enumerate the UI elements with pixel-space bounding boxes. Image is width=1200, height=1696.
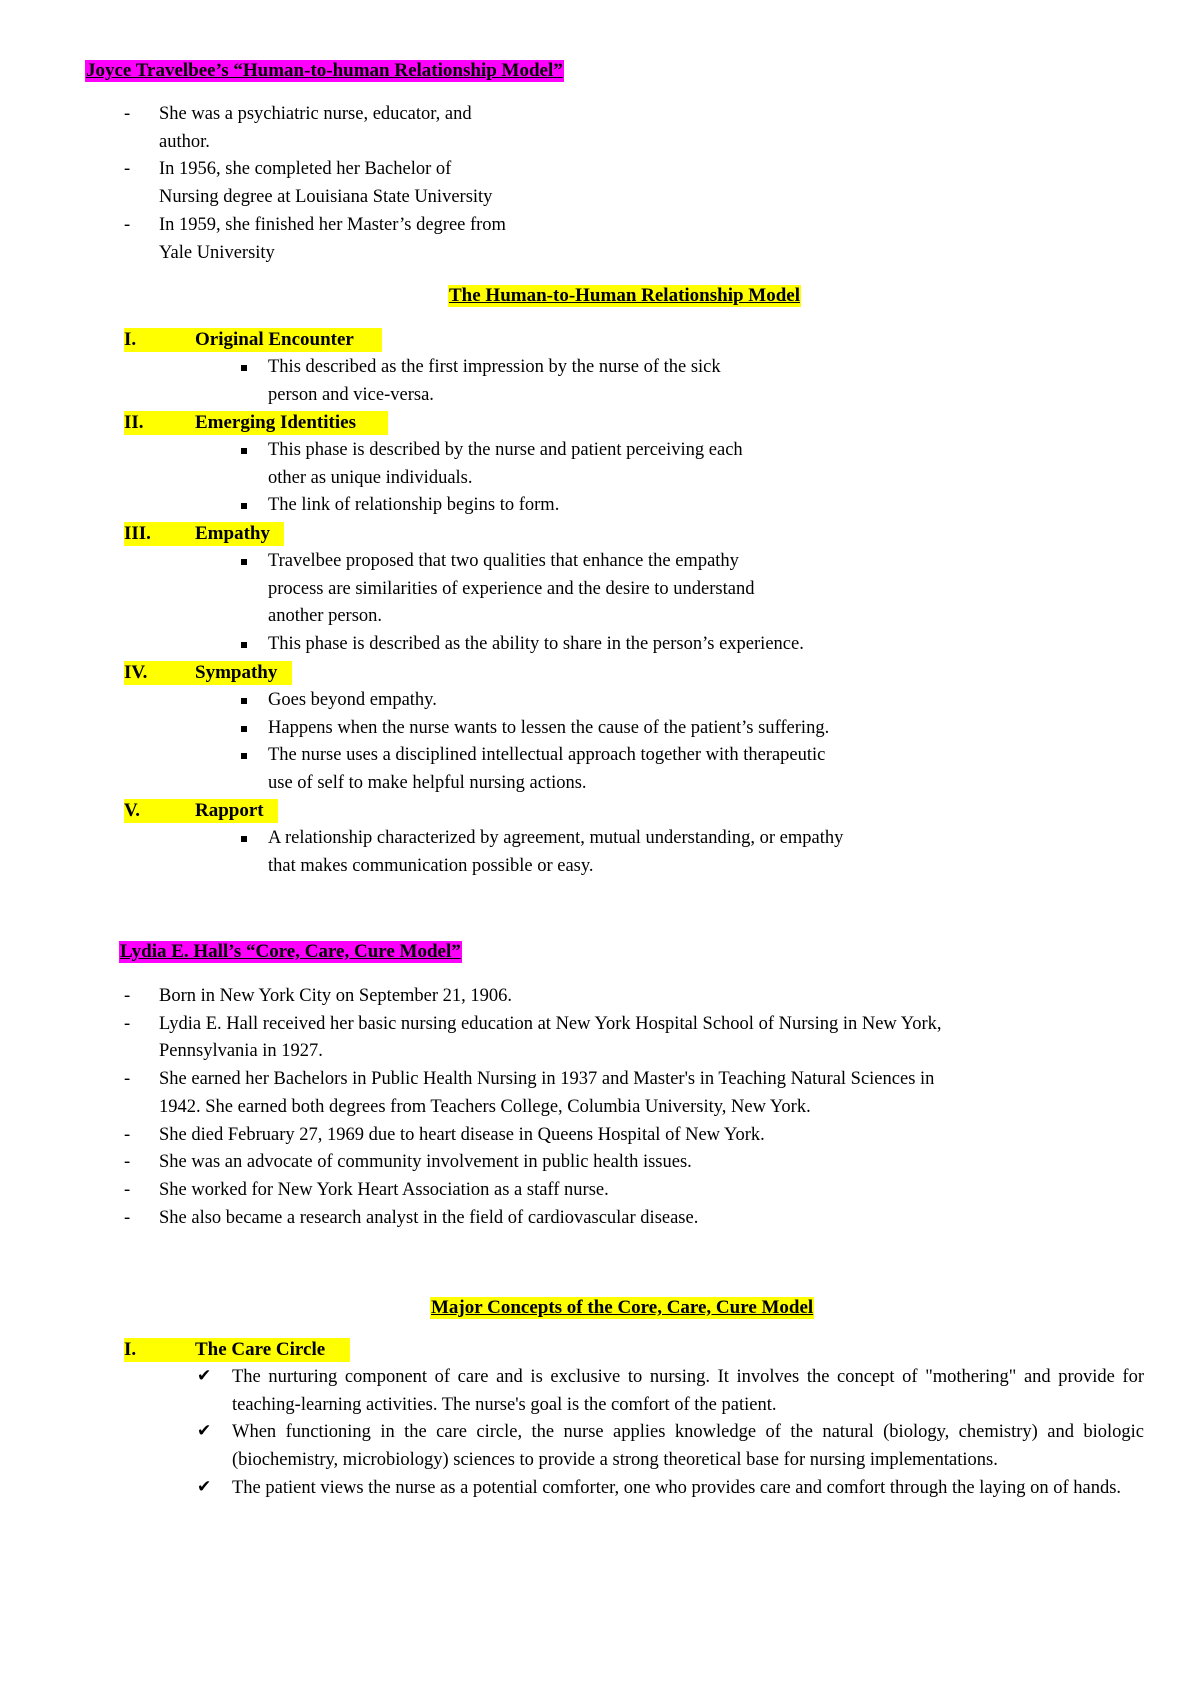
dash-marker: - [124,1069,131,1090]
phase-bullets [233,354,993,409]
phase-bullets [233,687,993,798]
list-item: - She earned her Bachelors in Public Health Nursing in 1937 and Master's in Teaching Natural Sciences in 1942. She earned both degrees from Teachers College, Columbia University, New York. [0,1066,1200,1121]
list-item: ✔ When functioning in the care circle, the nurse applies knowledge of the natural (biology, chemistry) and biologic (biochemistry, microbiology) sciences to provide a strong theoretical base for nursing implementations. [197,1419,1144,1474]
square-bullet-icon [241,642,247,648]
list-item: Travelbee proposed that two qualities that enhance the empathy process are similarities of experience and the desire to understand another person. [233,548,993,631]
list-item: Happens when the nurse wants to lessen the cause of the patient’s suffering. [233,715,993,743]
list-item: ✔ The patient views the nurse as a potential comforter, one who provides care and comfort through the laying on of hands. [197,1475,1144,1503]
list-item: - She was a psychiatric nurse, educator, and author. [0,101,1200,156]
dash-marker: - [124,986,131,1006]
dash-marker: - [124,214,131,235]
list-item: - Lydia E. Hall received her basic nursing education at New York Hospital School of Nursing in New York, Pennsylvania in 1927. [0,1011,1200,1066]
phase-bullets [233,437,993,520]
travelbee-bio-list [0,101,1200,267]
concepts-heading: Major Concepts of the Core, Care, Cure Model [431,1297,814,1318]
square-bullet-icon [241,448,247,454]
square-bullet-icon [241,503,247,509]
phase-bullets [233,548,993,659]
hall-bio-list [0,983,1200,1232]
square-bullet-icon [241,698,247,704]
dash-marker: - [124,1152,131,1173]
list-item: A relationship characterized by agreement, mutual understanding, or empathy that makes communication possible or easy. [233,825,993,880]
list-item: The link of relationship begins to form. [233,492,993,520]
dash-marker: - [124,1124,131,1145]
phase-heading: II. Emerging Identities [124,411,388,435]
checkmark-icon: ✔ [197,1476,212,1497]
dash-marker: - [124,104,131,124]
list-item: ✔ The nurturing component of care and is exclusive to nursing. It involves the concept of "mothering" and provide for teaching-learning activities. The nurse's goal is the comfort of the patient. [197,1364,1144,1419]
list-item: - She was an advocate of community involvement in public health issues. [0,1149,1200,1177]
dash-marker: - [124,1013,131,1034]
square-bullet-icon [241,726,247,732]
checkmark-icon: ✔ [197,1366,212,1386]
dash-marker: - [124,1179,131,1200]
model-heading: The Human-to-Human Relationship Model [449,285,801,306]
list-item: - She also became a research analyst in the field of cardiovascular disease. [0,1205,1200,1233]
list-item: - In 1959, she finished her Master’s degree from Yale University [0,212,1200,267]
list-item: This described as the first impression by the nurse of the sick person and vice-versa. [233,354,993,409]
phase-heading: IV. Sympathy [124,661,292,685]
list-item: - She died February 27, 1969 due to heart disease in Queens Hospital of New York. [0,1122,1200,1150]
square-bullet-icon [241,753,247,759]
list-item: The nurse uses a disciplined intellectual approach together with therapeutic use of self to make helpful nursing actions. [233,742,993,797]
travelbee-heading: Joyce Travelbee’s “Human-to-human Relationship Model” [86,60,563,81]
concept-heading: I. The Care Circle [124,1338,350,1362]
list-item: - In 1956, she completed her Bachelor of Nursing degree at Louisiana State University [0,156,1200,211]
care-circle-bullets [197,1364,1144,1503]
phase-heading: V. Rapport [124,799,278,823]
square-bullet-icon [241,836,247,842]
list-item: Goes beyond empathy. [233,687,993,715]
square-bullet-icon [241,559,247,565]
dash-marker: - [124,159,131,180]
dash-marker: - [124,1207,131,1228]
square-bullet-icon [241,365,247,371]
phase-bullets [233,825,993,880]
list-item: This phase is described by the nurse and patient perceiving each other as unique individuals. [233,437,993,492]
list-item: - She worked for New York Heart Association as a staff nurse. [0,1177,1200,1205]
hall-heading: Lydia E. Hall’s “Core, Care, Cure Model” [120,941,461,962]
list-item: This phase is described as the ability to share in the person’s experience. [233,631,993,659]
checkmark-icon: ✔ [197,1421,212,1442]
phase-heading: I. Original Encounter [124,328,382,352]
phase-heading: III. Empathy [124,522,284,546]
list-item: - Born in New York City on September 21, 1906. [0,983,1200,1011]
